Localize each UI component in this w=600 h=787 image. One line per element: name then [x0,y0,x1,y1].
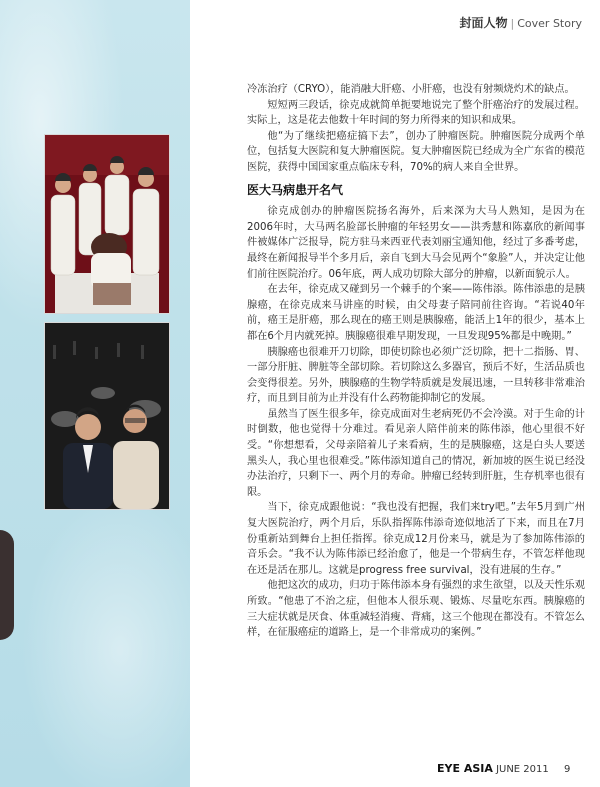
paragraph: 短短两三段话，徐克成就简单扼要地说完了整个肝癌治疗的发展过程。实际上，这是花去他数十年时间的努力所得来的知识和成果。 [247,99,585,127]
section-subtitle: Cover Story [517,17,582,30]
page-number: 9 [563,764,571,775]
group-photo-illustration [45,135,169,313]
paragraph: 他把这次的成功，归功于陈伟添本身有强烈的求生欲望，以及天性乐观所致。“他患了不治之症，但他本人很乐观、锻炼、尽量吃东西。胰腺癌的三大症状就是厌食、体重减轻消瘦、背痛，这三个他现在都没有。不管怎么样，在征服癌症的道路上，是一个非常成功的案例。” [247,580,585,639]
concert-portrait-photo [44,322,170,510]
hospital-group-photo [44,134,170,314]
paragraph: 虽然当了医生很多年，徐克成面对生老病死仍不会冷漠。对于生命的计时倒数，他也觉得十分难过。看见亲人陪伴前来的陈伟添，他心里很不好受。“你想想看，父母亲陪着儿子来看病，生的是胰腺癌，这是白头人要送黑头人，我心里也很难受。”陈伟添知道自己的情况，新加坡的医生说已经没办法治疗，只剩下一、两个月的寿命。肿瘤已经转到肝脏，生存机率也很有限。 [247,408,585,498]
decorative-shape [0,530,14,640]
paragraph: 冷冻治疗（CRYO），能消融大肝癌、小肝癌，也没有射频烧灼术的缺点。 [247,84,575,95]
header-separator: | [510,17,515,30]
paragraph: 他“为了继续把癌症搞下去”，创办了肿瘤医院。肿瘤医院分成两个单位，包括复大医院和复大肿瘤医院。复大肿瘤医院已经成为全广东省的模范医院，获得中国国家重点临床专科，70%的病人来自全世界。 [247,130,585,173]
paragraph: 胰腺癌也很难开刀切除，即使切除也必须广泛切除，把十二指肠、胃、一部分肝脏、脾脏等全部切除。若切除这么多器官，预后不好，生活品质也会变得很差。另外，胰腺癌的生物学特质就是发展迅速，一旦转移非常难治疗，而且到目前为止并没有什么药物能抑制它的发展。 [247,346,585,405]
paragraph: 在去年，徐克成又碰到另一个棘手的个案——陈伟添。陈伟添患的是胰腺癌，在徐克成来马讲座的时候，由父母妻子陪同前往咨询。“若说40年前，癌王是肝癌，那么现在的癌王则是胰腺癌，能活上1年的很少，基本上都在6个月内就死掉。胰腺癌很难早期发现，一旦发现95%都是中晚期。” [247,284,585,342]
article-body [247,82,585,641]
paragraph: 当下，徐克成跟他说：“我也没有把握，我们来try吧。”去年5月到广州复大医院治疗，两个月后，乐队指挥陈伟添奇迹似地活了下来，而且在7月份重新站到舞台上担任指挥。徐克成12月份来马，就是为了参加陈伟添的音乐会。“我不认为陈伟添已经治愈了，他是一个带病生存，不管怎样他现在还是活在那儿。这就是progress free survival，没有进展的生存。” [247,502,585,576]
portrait-photo-illustration [45,323,169,509]
section-header [460,14,583,31]
page-footer [437,762,570,775]
paragraph: 徐克成创办的肿瘤医院扬名海外，后来深为大马人熟知，是因为在2006年时，大马两名脸部长肿瘤的年轻男女——洪秀慧和陈嘉欣的新闻事件被媒体广泛报导，院方驻马来西亚代表刘丽宝通知他，经过了多番考虑，最终在新闻报导半个多月后，亲自飞到大马会见两个“象脸”人，并决定让他们前往医院治疗。06年底，两人成功切除大部分的肿瘤，以新面貌示人。 [247,206,585,280]
magazine-brand: EYE ASIA [437,762,493,775]
issue-date: JUNE 2011 [496,764,549,775]
section-title: 封面人物 [459,16,508,30]
section-heading: 医大马病患开名气 [247,182,344,197]
